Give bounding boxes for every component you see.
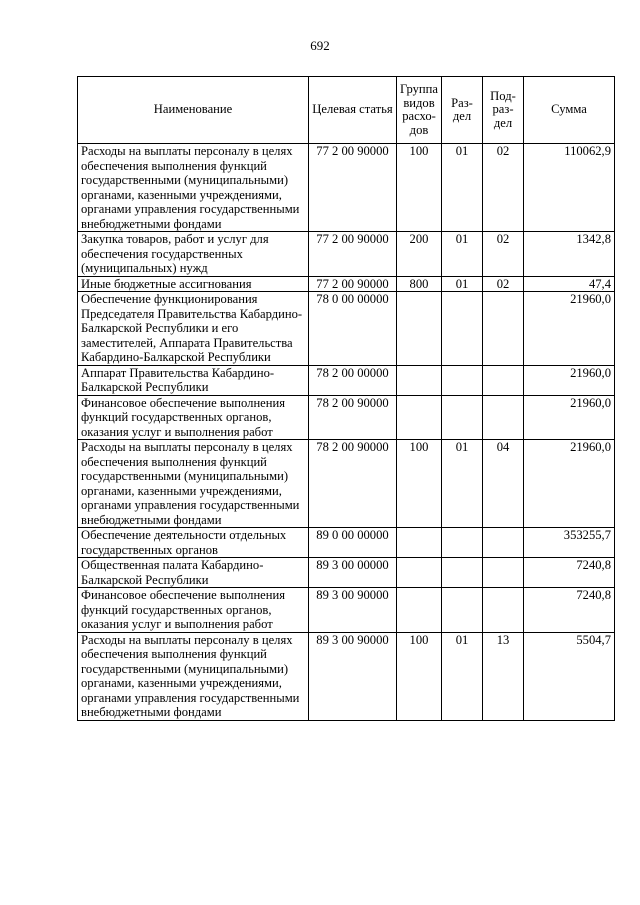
row-expense-group bbox=[397, 292, 442, 366]
row-sum: 21960,0 bbox=[524, 292, 615, 366]
table-row bbox=[78, 440, 615, 528]
row-name: Финансовое обеспечение выполнения функций государственных органов, оказания услуг и выполнения работ bbox=[78, 395, 309, 440]
row-sum: 21960,0 bbox=[524, 365, 615, 395]
row-name: Расходы на выплаты персоналу в целях обеспечения выполнения функций государственными (муниципальными) органами, казенными учреждениями, органами управления государственными внебюджетными фондами bbox=[78, 440, 309, 528]
row-section bbox=[442, 588, 483, 633]
header-section: Раз-дел bbox=[442, 77, 483, 144]
row-target-article: 77 2 00 90000 bbox=[309, 144, 397, 232]
row-section bbox=[442, 558, 483, 588]
row-name: Расходы на выплаты персоналу в целях обеспечения выполнения функций государственными (муниципальными) органами, казенными учреждениями, органами управления государственными внебюджетными фондами bbox=[78, 632, 309, 720]
row-target-article: 89 3 00 90000 bbox=[309, 588, 397, 633]
row-name: Иные бюджетные ассигнования bbox=[78, 276, 309, 292]
row-target-article: 78 2 00 90000 bbox=[309, 395, 397, 440]
table-row bbox=[78, 558, 615, 588]
row-subsection bbox=[483, 395, 524, 440]
row-subsection: 02 bbox=[483, 276, 524, 292]
row-sum: 5504,7 bbox=[524, 632, 615, 720]
row-target-article: 78 0 00 00000 bbox=[309, 292, 397, 366]
row-section bbox=[442, 365, 483, 395]
table-row bbox=[78, 144, 615, 232]
row-expense-group bbox=[397, 528, 442, 558]
table-row bbox=[78, 588, 615, 633]
row-name: Финансовое обеспечение выполнения функций государственных органов, оказания услуг и выполнения работ bbox=[78, 588, 309, 633]
row-section bbox=[442, 292, 483, 366]
row-sum: 21960,0 bbox=[524, 440, 615, 528]
header-target-article: Целевая статья bbox=[309, 77, 397, 144]
row-subsection bbox=[483, 528, 524, 558]
table-header-row bbox=[78, 77, 615, 144]
row-subsection: 02 bbox=[483, 144, 524, 232]
row-name: Закупка товаров, работ и услуг для обеспечения государственных (муниципальных) нужд bbox=[78, 232, 309, 277]
row-target-article: 77 2 00 90000 bbox=[309, 276, 397, 292]
table-row bbox=[78, 528, 615, 558]
row-sum: 110062,9 bbox=[524, 144, 615, 232]
row-section: 01 bbox=[442, 276, 483, 292]
header-subsection: Под-раз-дел bbox=[483, 77, 524, 144]
row-subsection: 04 bbox=[483, 440, 524, 528]
row-subsection bbox=[483, 292, 524, 366]
table-row bbox=[78, 232, 615, 277]
row-expense-group bbox=[397, 558, 442, 588]
table-row bbox=[78, 395, 615, 440]
row-sum: 7240,8 bbox=[524, 558, 615, 588]
header-expense-group: Группа видов расхо-дов bbox=[397, 77, 442, 144]
row-sum: 47,4 bbox=[524, 276, 615, 292]
row-sum: 353255,7 bbox=[524, 528, 615, 558]
row-target-article: 89 3 00 90000 bbox=[309, 632, 397, 720]
row-subsection bbox=[483, 558, 524, 588]
row-target-article: 77 2 00 90000 bbox=[309, 232, 397, 277]
row-target-article: 78 2 00 00000 bbox=[309, 365, 397, 395]
table-row bbox=[78, 276, 615, 292]
row-name: Расходы на выплаты персоналу в целях обеспечения выполнения функций государственными (муниципальными) органами, казенными учреждениями, органами управления государственными внебюджетными фондами bbox=[78, 144, 309, 232]
row-target-article: 89 0 00 00000 bbox=[309, 528, 397, 558]
row-expense-group bbox=[397, 365, 442, 395]
row-subsection bbox=[483, 588, 524, 633]
row-expense-group: 200 bbox=[397, 232, 442, 277]
header-name: Наименование bbox=[78, 77, 309, 144]
row-section: 01 bbox=[442, 144, 483, 232]
row-target-article: 89 3 00 00000 bbox=[309, 558, 397, 588]
row-section: 01 bbox=[442, 232, 483, 277]
row-expense-group: 100 bbox=[397, 144, 442, 232]
page-number: 692 bbox=[310, 38, 330, 53]
row-section bbox=[442, 528, 483, 558]
row-expense-group bbox=[397, 395, 442, 440]
row-sum: 21960,0 bbox=[524, 395, 615, 440]
row-subsection bbox=[483, 365, 524, 395]
row-sum: 7240,8 bbox=[524, 588, 615, 633]
row-expense-group bbox=[397, 588, 442, 633]
row-subsection: 02 bbox=[483, 232, 524, 277]
row-expense-group: 100 bbox=[397, 632, 442, 720]
table-row bbox=[78, 632, 615, 720]
row-subsection: 13 bbox=[483, 632, 524, 720]
row-target-article: 78 2 00 90000 bbox=[309, 440, 397, 528]
table-row bbox=[78, 292, 615, 366]
table-row bbox=[78, 365, 615, 395]
row-name: Обеспечение функционирования Председателя Правительства Кабардино-Балкарской Республики и его заместителей, Аппарата Правительства Кабардино-Балкарской Республики bbox=[78, 292, 309, 366]
row-section: 01 bbox=[442, 632, 483, 720]
row-name: Общественная палата Кабардино-Балкарской Республики bbox=[78, 558, 309, 588]
header-sum: Сумма bbox=[524, 77, 615, 144]
row-name: Обеспечение деятельности отдельных государственных органов bbox=[78, 528, 309, 558]
row-sum: 1342,8 bbox=[524, 232, 615, 277]
row-section: 01 bbox=[442, 440, 483, 528]
row-section bbox=[442, 395, 483, 440]
row-expense-group: 100 bbox=[397, 440, 442, 528]
row-name: Аппарат Правительства Кабардино-Балкарской Республики bbox=[78, 365, 309, 395]
row-expense-group: 800 bbox=[397, 276, 442, 292]
budget-table bbox=[77, 76, 615, 721]
